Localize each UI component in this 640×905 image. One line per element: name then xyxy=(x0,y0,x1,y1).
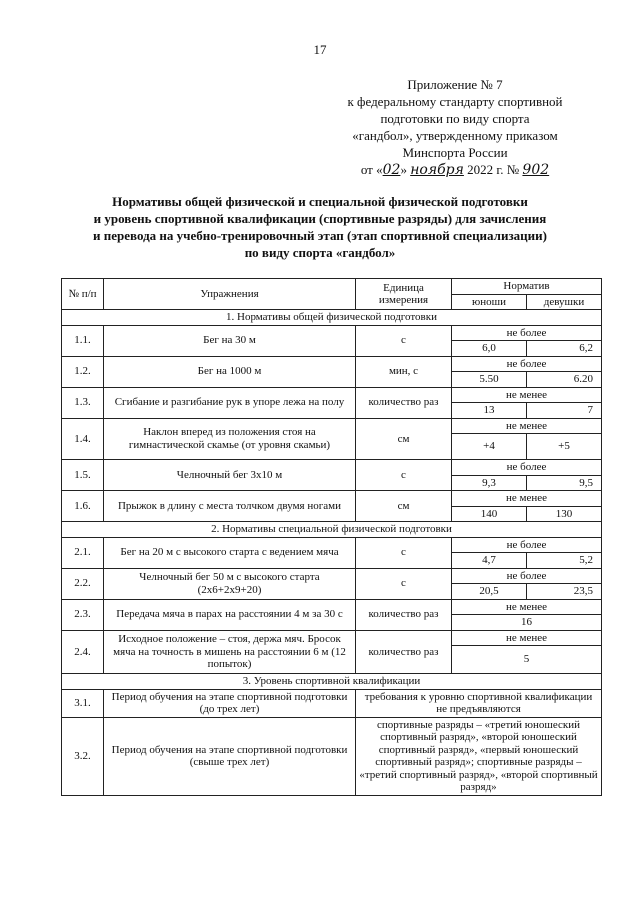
row-boys: 5.50 xyxy=(452,372,527,388)
document-title xyxy=(40,193,600,261)
header-num: № п/п xyxy=(62,279,104,310)
page-number: 17 xyxy=(313,42,327,57)
row-num: 1.4. xyxy=(62,418,104,460)
date-year: 2022 г. № xyxy=(467,162,520,177)
handwritten-order-number: 902 xyxy=(522,162,550,178)
header-norm: Норматив xyxy=(452,279,602,295)
header-girls: девушки xyxy=(527,294,602,310)
row-girls: 6,2 xyxy=(527,341,602,357)
row-boys: 140 xyxy=(452,506,527,522)
header-unit: Единица измерения xyxy=(356,279,452,310)
row-girls: 6.20 xyxy=(527,372,602,388)
row-num: 1.6. xyxy=(62,491,104,522)
row-unit: с xyxy=(356,537,452,568)
row-exercise: Сгибание и разгибание рук в упоре лежа на полу xyxy=(104,387,356,418)
row-num: 1.5. xyxy=(62,460,104,491)
row-exercise: Наклон вперед из положения стоя на гимнастической скамье (от уровня скамьи) xyxy=(104,418,356,460)
row-num: 2.1. xyxy=(62,537,104,568)
table-row xyxy=(62,630,602,646)
table-row xyxy=(62,356,602,372)
row-exercise: Передача мяча в парах на расстоянии 4 м за 30 с xyxy=(104,599,356,630)
row-exercise: Челночный бег 50 м с высокого старта (2х6+2х9+20) xyxy=(104,568,356,599)
title-line: и уровень спортивной квалификации (спортивные разряды) для зачисления xyxy=(93,211,547,226)
row-both: 5 xyxy=(452,646,602,674)
row-condition: не более xyxy=(452,325,602,341)
appendix-line: к федеральному стандарту спортивной xyxy=(347,94,563,109)
appendix-header xyxy=(305,76,605,179)
row-exercise: Бег на 30 м xyxy=(104,325,356,356)
title-line: и перевода на учебно-тренировочный этап (этап спортивной специализации) xyxy=(93,228,547,243)
row-num: 1.3. xyxy=(62,387,104,418)
row-num: 3.1. xyxy=(62,689,104,717)
row-exercise: Период обучения на этапе спортивной подготовки (до трех лет) xyxy=(104,689,356,717)
table-header-row xyxy=(62,279,602,295)
row-both: 16 xyxy=(452,615,602,631)
handwritten-month: ноября xyxy=(410,162,464,178)
row-girls: 130 xyxy=(527,506,602,522)
row-condition: не менее xyxy=(452,599,602,615)
row-exercise: Период обучения на этапе спортивной подготовки (свыше трех лет) xyxy=(104,717,356,795)
row-boys: +4 xyxy=(452,434,527,460)
row-condition: не менее xyxy=(452,491,602,507)
row-exercise: Исходное положение – стоя, держа мяч. Бросок мяча на точность в мишень на расстоянии 6 м (12 попыток) xyxy=(104,630,356,674)
row-girls: 23,5 xyxy=(527,584,602,600)
row-requirement: требования к уровню спортивной квалификации не предъявляются xyxy=(356,689,602,717)
row-girls: +5 xyxy=(527,434,602,460)
row-unit: количество раз xyxy=(356,599,452,630)
appendix-line: «гандбол», утвержденному приказом xyxy=(352,128,558,143)
section-row xyxy=(62,674,602,690)
row-condition: не менее xyxy=(452,387,602,403)
row-unit: с xyxy=(356,460,452,491)
appendix-line: подготовки по виду спорта xyxy=(380,111,530,126)
table-row xyxy=(62,537,602,553)
section-title: 3. Уровень спортивной квалификации xyxy=(62,674,602,690)
row-boys: 6,0 xyxy=(452,341,527,357)
row-unit: количество раз xyxy=(356,387,452,418)
row-num: 3.2. xyxy=(62,717,104,795)
table-row xyxy=(62,568,602,584)
header-boys: юноши xyxy=(452,294,527,310)
handwritten-day: 02 xyxy=(382,162,401,178)
table-row xyxy=(62,325,602,341)
appendix-line: Минспорта России xyxy=(402,145,508,160)
table-row xyxy=(62,418,602,434)
date-prefix: от « xyxy=(360,162,383,177)
table-row xyxy=(62,599,602,615)
row-num: 1.1. xyxy=(62,325,104,356)
appendix-line: Приложение № 7 xyxy=(407,77,503,92)
row-unit: мин, с xyxy=(356,356,452,387)
table-row xyxy=(62,717,602,795)
header-exercise: Упражнения xyxy=(104,279,356,310)
row-exercise: Бег на 20 м с высокого старта с ведением мяча xyxy=(104,537,356,568)
row-unit: количество раз xyxy=(356,630,452,674)
row-unit: с xyxy=(356,325,452,356)
title-line: Нормативы общей физической и специальной физической подготовки xyxy=(112,194,528,209)
row-boys: 4,7 xyxy=(452,553,527,569)
row-unit: см xyxy=(356,418,452,460)
row-girls: 5,2 xyxy=(527,553,602,569)
appendix-date-line xyxy=(305,161,605,179)
row-condition: не более xyxy=(452,356,602,372)
table-row xyxy=(62,387,602,403)
date-mid: » xyxy=(400,162,407,177)
row-unit: с xyxy=(356,568,452,599)
row-condition: не менее xyxy=(452,630,602,646)
table-row xyxy=(62,491,602,507)
row-condition: не более xyxy=(452,568,602,584)
title-line: по виду спорта «гандбол» xyxy=(244,245,396,260)
row-girls: 7 xyxy=(527,403,602,419)
section-row xyxy=(62,522,602,538)
row-boys: 13 xyxy=(452,403,527,419)
table-row xyxy=(62,460,602,476)
table-row xyxy=(62,689,602,717)
row-girls: 9,5 xyxy=(527,475,602,491)
row-boys: 20,5 xyxy=(452,584,527,600)
row-boys: 9,3 xyxy=(452,475,527,491)
row-condition: не менее xyxy=(452,418,602,434)
norms-table xyxy=(61,278,602,796)
row-condition: не более xyxy=(452,537,602,553)
row-num: 2.4. xyxy=(62,630,104,674)
section-row xyxy=(62,310,602,326)
row-exercise: Прыжок в длину с места толчком двумя ногами xyxy=(104,491,356,522)
section-title: 1. Нормативы общей физической подготовки xyxy=(62,310,602,326)
row-num: 2.2. xyxy=(62,568,104,599)
row-exercise: Бег на 1000 м xyxy=(104,356,356,387)
row-unit: см xyxy=(356,491,452,522)
row-num: 1.2. xyxy=(62,356,104,387)
row-requirement: спортивные разряды – «третий юношеский спортивный разряд», «второй юношеский спортивный разряд», «первый юношеский спортивный разряд»; спортивные разряды – «третий спортивный разряд», «второй спортивный разряд» xyxy=(356,717,602,795)
row-condition: не более xyxy=(452,460,602,476)
row-num: 2.3. xyxy=(62,599,104,630)
section-title: 2. Нормативы специальной физической подготовки xyxy=(62,522,602,538)
row-exercise: Челночный бег 3х10 м xyxy=(104,460,356,491)
